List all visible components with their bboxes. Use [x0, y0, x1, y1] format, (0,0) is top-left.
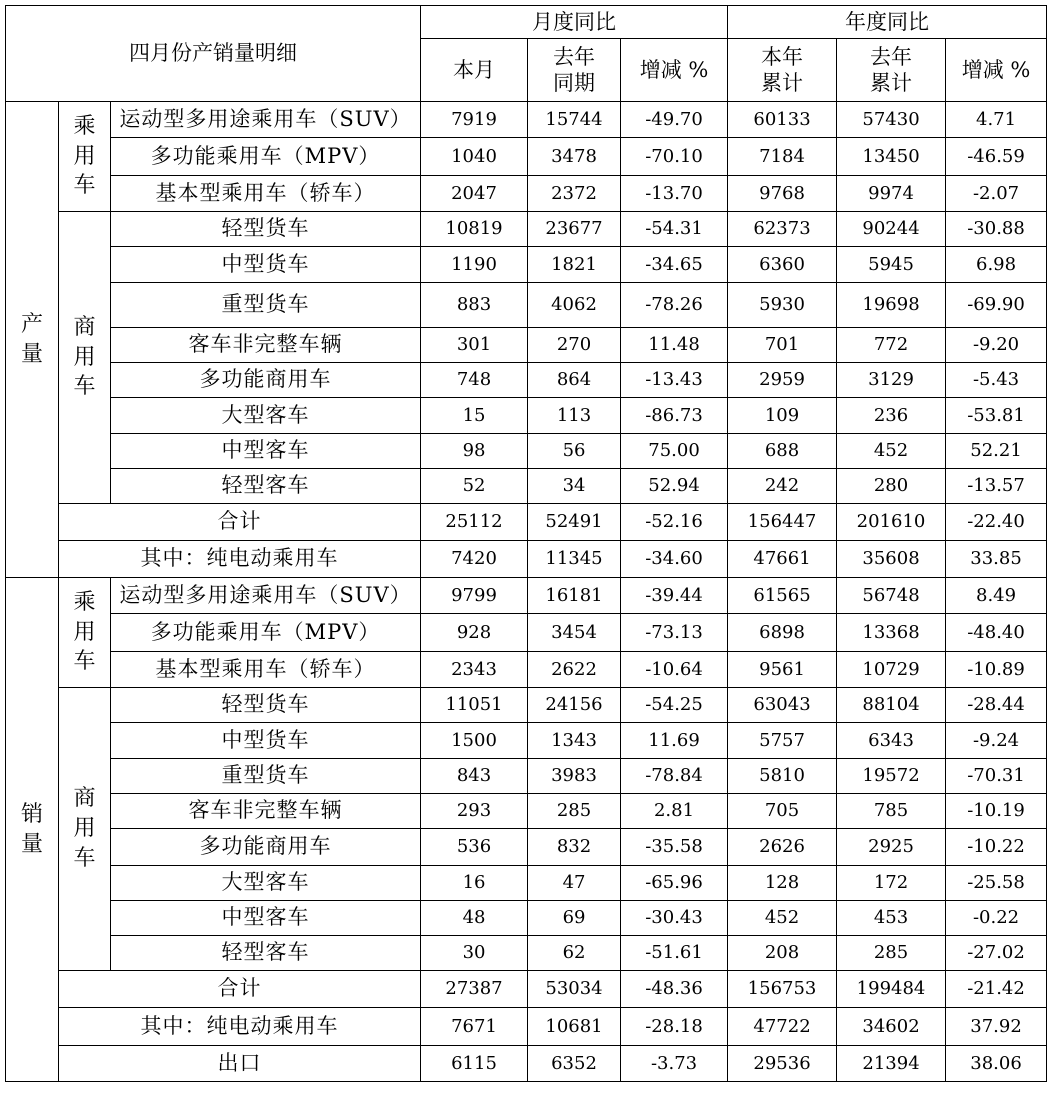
value-cell: -48.36 — [621, 971, 728, 1008]
total-row — [6, 504, 1047, 541]
value-cell: -78.84 — [621, 759, 728, 794]
value-cell: 285 — [528, 794, 621, 829]
row-name: 基本型乘用车（轿车） — [111, 652, 421, 688]
value-cell: -39.44 — [621, 578, 728, 614]
value-cell: 172 — [837, 866, 946, 901]
value-cell: -70.10 — [621, 138, 728, 176]
value-cell: -13.57 — [946, 469, 1047, 504]
row-name: 大型客车 — [111, 866, 421, 901]
total-name: 其中：纯电动乘用车 — [59, 1008, 421, 1046]
value-cell: 109 — [728, 398, 837, 434]
value-cell: 6343 — [837, 723, 946, 759]
value-cell: 4.71 — [946, 102, 1047, 138]
row-name: 多功能乘用车（MPV） — [111, 138, 421, 176]
value-cell: -35.58 — [621, 829, 728, 866]
total-row — [6, 541, 1047, 578]
monthly-comparison-header: 月度同比 — [421, 6, 728, 39]
value-cell: -30.43 — [621, 901, 728, 936]
value-cell: 75.00 — [621, 434, 728, 469]
table-row — [6, 283, 1047, 328]
value-cell: 21394 — [837, 1046, 946, 1082]
table-row — [6, 866, 1047, 901]
value-cell: 2959 — [728, 363, 837, 398]
value-cell: 1821 — [528, 247, 621, 283]
value-cell: 16181 — [528, 578, 621, 614]
value-cell: 453 — [837, 901, 946, 936]
table-row — [6, 363, 1047, 398]
value-cell: -27.02 — [946, 936, 1047, 971]
value-cell: 8.49 — [946, 578, 1047, 614]
table-row — [6, 652, 1047, 688]
row-name: 中型客车 — [111, 901, 421, 936]
value-cell: 88104 — [837, 688, 946, 723]
value-cell: 6.98 — [946, 247, 1047, 283]
section-label: 产 量 — [6, 102, 59, 578]
value-cell: 7184 — [728, 138, 837, 176]
value-cell: 10729 — [837, 652, 946, 688]
value-cell: 864 — [528, 363, 621, 398]
value-cell: 19572 — [837, 759, 946, 794]
table-row — [6, 469, 1047, 504]
value-cell: 90244 — [837, 212, 946, 247]
value-cell: 5810 — [728, 759, 837, 794]
value-cell: 6898 — [728, 614, 837, 652]
value-cell: -10.22 — [946, 829, 1047, 866]
value-cell: 301 — [421, 328, 528, 363]
row-name: 轻型客车 — [111, 936, 421, 971]
row-name: 基本型乘用车（轿车） — [111, 176, 421, 212]
value-cell: 52 — [421, 469, 528, 504]
value-cell: -48.40 — [946, 614, 1047, 652]
value-cell: 47 — [528, 866, 621, 901]
value-cell: 9768 — [728, 176, 837, 212]
value-cell: 2372 — [528, 176, 621, 212]
value-cell: -28.44 — [946, 688, 1047, 723]
value-cell: 2047 — [421, 176, 528, 212]
row-name: 重型货车 — [111, 759, 421, 794]
table-row — [6, 688, 1047, 723]
row-name: 客车非完整车辆 — [111, 794, 421, 829]
value-cell: 785 — [837, 794, 946, 829]
value-cell: 52.94 — [621, 469, 728, 504]
value-cell: 208 — [728, 936, 837, 971]
value-cell: 128 — [728, 866, 837, 901]
value-cell: 156447 — [728, 504, 837, 541]
table-row — [6, 614, 1047, 652]
value-cell: 6352 — [528, 1046, 621, 1082]
value-cell: 1040 — [421, 138, 528, 176]
value-cell: -10.89 — [946, 652, 1047, 688]
value-cell: -9.20 — [946, 328, 1047, 363]
value-cell: 883 — [421, 283, 528, 328]
value-cell: 2343 — [421, 652, 528, 688]
value-cell: 61565 — [728, 578, 837, 614]
value-cell: 772 — [837, 328, 946, 363]
value-cell: -73.13 — [621, 614, 728, 652]
value-cell: 2622 — [528, 652, 621, 688]
value-cell: 52491 — [528, 504, 621, 541]
column-header: 增减 % — [621, 39, 728, 102]
value-cell: 63043 — [728, 688, 837, 723]
value-cell: 113 — [528, 398, 621, 434]
value-cell: 270 — [528, 328, 621, 363]
value-cell: 3983 — [528, 759, 621, 794]
value-cell: 13368 — [837, 614, 946, 652]
value-cell: 452 — [837, 434, 946, 469]
value-cell: -22.40 — [946, 504, 1047, 541]
value-cell: -78.26 — [621, 283, 728, 328]
table-row — [6, 901, 1047, 936]
value-cell: -13.70 — [621, 176, 728, 212]
section-label: 销 量 — [6, 578, 59, 1082]
row-name: 轻型货车 — [111, 688, 421, 723]
value-cell: 7420 — [421, 541, 528, 578]
value-cell: 843 — [421, 759, 528, 794]
row-name: 中型货车 — [111, 723, 421, 759]
column-header: 本年 累计 — [728, 39, 837, 102]
value-cell: -51.61 — [621, 936, 728, 971]
table-row — [6, 328, 1047, 363]
value-cell: 15744 — [528, 102, 621, 138]
total-name: 合计 — [59, 971, 421, 1008]
value-cell: 280 — [837, 469, 946, 504]
value-cell: 34602 — [837, 1008, 946, 1046]
value-cell: 48 — [421, 901, 528, 936]
value-cell: 16 — [421, 866, 528, 901]
value-cell: -54.25 — [621, 688, 728, 723]
value-cell: 3454 — [528, 614, 621, 652]
value-cell: -0.22 — [946, 901, 1047, 936]
total-name: 合计 — [59, 504, 421, 541]
value-cell: -3.73 — [621, 1046, 728, 1082]
value-cell: 56 — [528, 434, 621, 469]
table-row — [6, 794, 1047, 829]
value-cell: 4062 — [528, 283, 621, 328]
row-name: 多功能商用车 — [111, 829, 421, 866]
value-cell: 236 — [837, 398, 946, 434]
value-cell: 5930 — [728, 283, 837, 328]
total-row — [6, 1008, 1047, 1046]
value-cell: -70.31 — [946, 759, 1047, 794]
value-cell: 7671 — [421, 1008, 528, 1046]
row-name: 客车非完整车辆 — [111, 328, 421, 363]
row-name: 中型货车 — [111, 247, 421, 283]
value-cell: 536 — [421, 829, 528, 866]
value-cell: 19698 — [837, 283, 946, 328]
table-row — [6, 578, 1047, 614]
value-cell: 57430 — [837, 102, 946, 138]
table-row — [6, 829, 1047, 866]
value-cell: 6115 — [421, 1046, 528, 1082]
row-name: 重型货车 — [111, 283, 421, 328]
value-cell: 10681 — [528, 1008, 621, 1046]
group-label: 乘 用 车 — [59, 578, 111, 688]
table-row — [6, 759, 1047, 794]
table-row — [6, 102, 1047, 138]
table-row — [6, 723, 1047, 759]
value-cell: 62 — [528, 936, 621, 971]
value-cell: 38.06 — [946, 1046, 1047, 1082]
value-cell: 47661 — [728, 541, 837, 578]
row-name: 运动型多用途乘用车（SUV） — [111, 578, 421, 614]
value-cell: -28.18 — [621, 1008, 728, 1046]
value-cell: 60133 — [728, 102, 837, 138]
value-cell: 34 — [528, 469, 621, 504]
value-cell: 2.81 — [621, 794, 728, 829]
value-cell: 30 — [421, 936, 528, 971]
value-cell: 1343 — [528, 723, 621, 759]
value-cell: 53034 — [528, 971, 621, 1008]
row-name: 轻型货车 — [111, 212, 421, 247]
value-cell: 10819 — [421, 212, 528, 247]
value-cell: 928 — [421, 614, 528, 652]
group-label: 商 用 车 — [59, 688, 111, 971]
value-cell: 2626 — [728, 829, 837, 866]
row-name: 多功能乘用车（MPV） — [111, 614, 421, 652]
value-cell: 98 — [421, 434, 528, 469]
table-row — [6, 247, 1047, 283]
value-cell: 2925 — [837, 829, 946, 866]
value-cell: 9799 — [421, 578, 528, 614]
value-cell: 33.85 — [946, 541, 1047, 578]
value-cell: 47722 — [728, 1008, 837, 1046]
value-cell: 23677 — [528, 212, 621, 247]
value-cell: -65.96 — [621, 866, 728, 901]
column-header: 去年 同期 — [528, 39, 621, 102]
yearly-comparison-header: 年度同比 — [728, 6, 1047, 39]
value-cell: 24156 — [528, 688, 621, 723]
value-cell: -34.65 — [621, 247, 728, 283]
value-cell: -10.64 — [621, 652, 728, 688]
value-cell: -53.81 — [946, 398, 1047, 434]
value-cell: 285 — [837, 936, 946, 971]
column-header: 去年 累计 — [837, 39, 946, 102]
value-cell: 242 — [728, 469, 837, 504]
value-cell: 25112 — [421, 504, 528, 541]
value-cell: -9.24 — [946, 723, 1047, 759]
value-cell: 62373 — [728, 212, 837, 247]
value-cell: 35608 — [837, 541, 946, 578]
value-cell: -5.43 — [946, 363, 1047, 398]
table-title: 四月份产销量明细 — [6, 6, 421, 102]
row-name: 大型客车 — [111, 398, 421, 434]
value-cell: 5945 — [837, 247, 946, 283]
total-row — [6, 1046, 1047, 1082]
value-cell: 701 — [728, 328, 837, 363]
value-cell: 56748 — [837, 578, 946, 614]
row-name: 中型客车 — [111, 434, 421, 469]
table-row — [6, 138, 1047, 176]
total-name: 出口 — [59, 1046, 421, 1082]
value-cell: 156753 — [728, 971, 837, 1008]
value-cell: -10.19 — [946, 794, 1047, 829]
value-cell: -46.59 — [946, 138, 1047, 176]
value-cell: 11.69 — [621, 723, 728, 759]
value-cell: -52.16 — [621, 504, 728, 541]
table-row — [6, 212, 1047, 247]
value-cell: -30.88 — [946, 212, 1047, 247]
value-cell: 201610 — [837, 504, 946, 541]
value-cell: 3129 — [837, 363, 946, 398]
value-cell: 29536 — [728, 1046, 837, 1082]
value-cell: 11345 — [528, 541, 621, 578]
value-cell: 293 — [421, 794, 528, 829]
row-name: 轻型客车 — [111, 469, 421, 504]
value-cell: 69 — [528, 901, 621, 936]
row-name: 运动型多用途乘用车（SUV） — [111, 102, 421, 138]
value-cell: 37.92 — [946, 1008, 1047, 1046]
group-label: 乘 用 车 — [59, 102, 111, 212]
value-cell: -13.43 — [621, 363, 728, 398]
production-sales-table — [5, 5, 1047, 1082]
value-cell: -54.31 — [621, 212, 728, 247]
value-cell: -86.73 — [621, 398, 728, 434]
value-cell: -34.60 — [621, 541, 728, 578]
group-label: 商 用 车 — [59, 212, 111, 504]
value-cell: 5757 — [728, 723, 837, 759]
value-cell: 7919 — [421, 102, 528, 138]
value-cell: 6360 — [728, 247, 837, 283]
total-name: 其中：纯电动乘用车 — [59, 541, 421, 578]
table-row — [6, 434, 1047, 469]
value-cell: 1190 — [421, 247, 528, 283]
value-cell: 832 — [528, 829, 621, 866]
value-cell: -49.70 — [621, 102, 728, 138]
value-cell: 9974 — [837, 176, 946, 212]
value-cell: 52.21 — [946, 434, 1047, 469]
value-cell: -69.90 — [946, 283, 1047, 328]
column-header: 增减 % — [946, 39, 1047, 102]
value-cell: 13450 — [837, 138, 946, 176]
table-row — [6, 176, 1047, 212]
value-cell: 11.48 — [621, 328, 728, 363]
value-cell: 27387 — [421, 971, 528, 1008]
table-row — [6, 398, 1047, 434]
value-cell: -25.58 — [946, 866, 1047, 901]
row-name: 多功能商用车 — [111, 363, 421, 398]
value-cell: 452 — [728, 901, 837, 936]
value-cell: 199484 — [837, 971, 946, 1008]
total-row — [6, 971, 1047, 1008]
table-row — [6, 936, 1047, 971]
value-cell: -2.07 — [946, 176, 1047, 212]
value-cell: 9561 — [728, 652, 837, 688]
value-cell: 748 — [421, 363, 528, 398]
value-cell: 1500 — [421, 723, 528, 759]
column-header: 本月 — [421, 39, 528, 102]
value-cell: 11051 — [421, 688, 528, 723]
value-cell: -21.42 — [946, 971, 1047, 1008]
value-cell: 688 — [728, 434, 837, 469]
value-cell: 705 — [728, 794, 837, 829]
value-cell: 3478 — [528, 138, 621, 176]
value-cell: 15 — [421, 398, 528, 434]
